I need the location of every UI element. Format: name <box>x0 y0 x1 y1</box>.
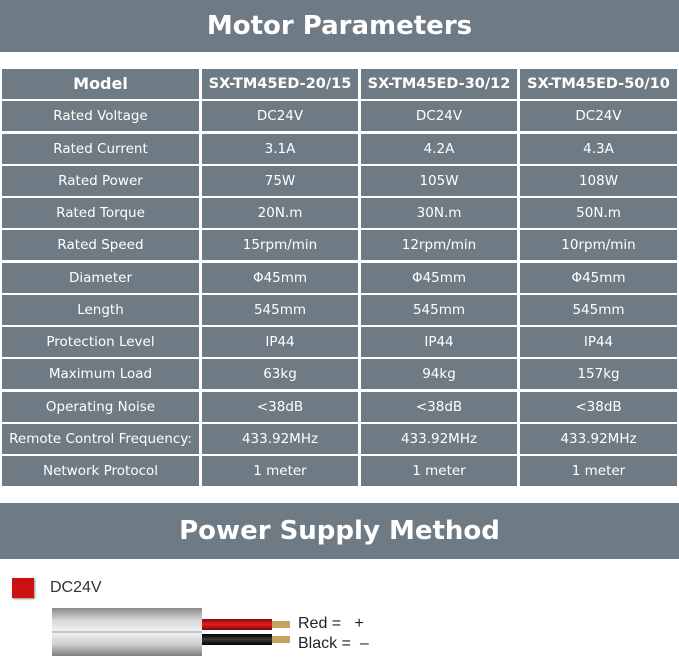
row-label-cell: Operating Noise <box>2 392 199 422</box>
value-cell: IP44 <box>361 327 517 357</box>
value-cell: 1 meter <box>202 456 358 486</box>
value-cell: SX-TM45ED-50/10 <box>520 69 677 99</box>
value-cell: 545mm <box>520 295 677 325</box>
black-sign: – <box>359 635 369 652</box>
value-cell: Φ45mm <box>361 263 517 293</box>
value-cell: 105W <box>361 166 517 196</box>
red-wire-label <box>298 615 364 633</box>
value-cell: 4.3A <box>520 134 677 164</box>
row-label-cell: Network Protocol <box>2 456 199 486</box>
table-row <box>2 424 677 454</box>
table-row <box>2 456 677 486</box>
row-label-cell: Rated Voltage <box>2 101 199 131</box>
power-supply-heading: Power Supply Method <box>0 503 679 559</box>
value-cell: 157kg <box>520 359 677 389</box>
value-cell: DC24V <box>361 101 517 131</box>
value-cell: IP44 <box>520 327 677 357</box>
value-cell: <38dB <box>202 392 358 422</box>
value-cell: 94kg <box>361 359 517 389</box>
black-label-text: Black = <box>298 635 351 652</box>
row-label-cell: Maximum Load <box>2 359 199 389</box>
table-row <box>2 359 677 389</box>
table-header-row <box>2 69 677 99</box>
black-wire <box>202 634 272 645</box>
black-wire-tip <box>272 636 290 643</box>
red-wire-tip <box>272 621 290 628</box>
value-cell: SX-TM45ED-30/12 <box>361 69 517 99</box>
red-label-text: Red = <box>298 615 342 632</box>
value-cell: 20N.m <box>202 198 358 228</box>
value-cell: 15rpm/min <box>202 230 358 260</box>
table-row <box>2 166 677 196</box>
value-cell: 1 meter <box>520 456 677 486</box>
value-cell: 10rpm/min <box>520 230 677 260</box>
value-cell: 1 meter <box>361 456 517 486</box>
value-cell: 30N.m <box>361 198 517 228</box>
value-cell: <38dB <box>520 392 677 422</box>
row-label-cell: Remote Control Frequency: <box>2 424 199 454</box>
value-cell: <38dB <box>361 392 517 422</box>
value-cell: 12rpm/min <box>361 230 517 260</box>
row-label-cell: Rated Speed <box>2 230 199 260</box>
row-label-cell: Diameter <box>2 263 199 293</box>
value-cell: SX-TM45ED-20/15 <box>202 69 358 99</box>
value-cell: 545mm <box>202 295 358 325</box>
table-row <box>2 134 677 164</box>
table-row <box>2 230 677 260</box>
table-row <box>2 392 677 422</box>
value-cell: IP44 <box>202 327 358 357</box>
value-cell: DC24V <box>202 101 358 131</box>
value-cell: 50N.m <box>520 198 677 228</box>
value-cell: DC24V <box>520 101 677 131</box>
red-sign: + <box>354 615 364 632</box>
value-cell: 4.2A <box>361 134 517 164</box>
value-cell: Φ45mm <box>202 263 358 293</box>
value-cell: 108W <box>520 166 677 196</box>
table-row <box>2 327 677 357</box>
table-row <box>2 198 677 228</box>
table-row <box>2 295 677 325</box>
row-label-cell: Rated Torque <box>2 198 199 228</box>
value-cell: Φ45mm <box>520 263 677 293</box>
row-label-cell: Protection Level <box>2 327 199 357</box>
dc24v-label: DC24V <box>50 579 102 596</box>
value-cell: 545mm <box>361 295 517 325</box>
motor-parameters-heading: Motor Parameters <box>0 0 679 52</box>
row-label-cell: Length <box>2 295 199 325</box>
value-cell: 433.92MHz <box>520 424 677 454</box>
value-cell: 75W <box>202 166 358 196</box>
row-label-cell: Rated Current <box>2 134 199 164</box>
black-wire-label <box>298 635 369 653</box>
value-cell: 433.92MHz <box>361 424 517 454</box>
table-row <box>2 101 677 131</box>
power-cable-illustration <box>52 608 298 656</box>
row-label-cell: Model <box>2 69 199 99</box>
value-cell: 433.92MHz <box>202 424 358 454</box>
dc24v-color-swatch <box>12 578 34 598</box>
table-row <box>2 263 677 293</box>
value-cell: 63kg <box>202 359 358 389</box>
row-label-cell: Rated Power <box>2 166 199 196</box>
value-cell: 3.1A <box>202 134 358 164</box>
red-wire <box>202 619 272 630</box>
